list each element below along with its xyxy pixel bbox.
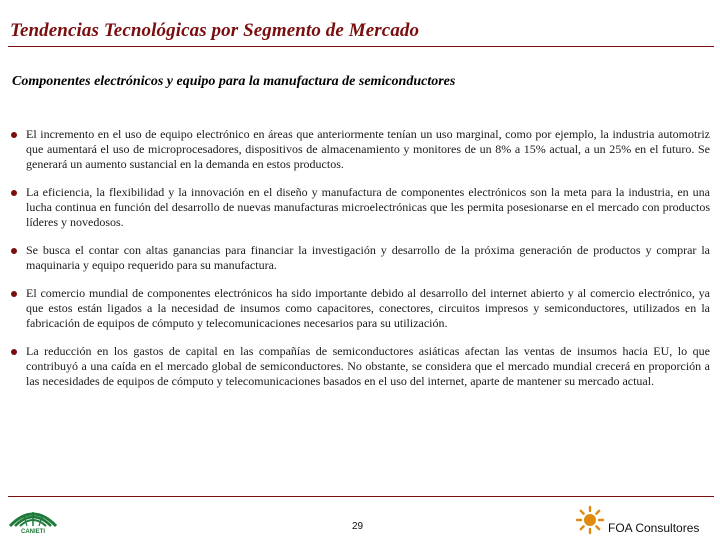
bullet-dot-icon (11, 291, 17, 297)
bullet-dot-icon (11, 248, 17, 254)
bullet-text: El incremento en el uso de equipo electrónico en áreas que anteriormente tenían un uso marginal, como por ejemplo, la industria automotriz que aumentará el uso de microprocesadores, dispositivos de almacenamiento y monitores de un 8% a 15% actual, a un 25% en el futuro. Se generará un aumento sustancial en la demanda en estos productos. (26, 127, 710, 171)
bullet-text: El comercio mundial de componentes electrónicos ha sido importante debido al desarrollo del internet abierto y al comercio electrónico, ya que estos están ligados a la necesidad de insumos como capacitores, conectores, circuitos impresos y semiconductores, utilizados en la fabricación de equipos de cómputo y telecomunicaciones necesarios para su utilización. (26, 286, 710, 330)
bullet-item (10, 344, 710, 389)
bullet-dot-icon (11, 132, 17, 138)
canieti-logo-icon (6, 504, 60, 534)
page-number: 29 (352, 521, 364, 532)
slide-subtitle: Componentes electrónicos y equipo para la manufactura de semiconductores (12, 74, 456, 89)
canieti-logo-text: CANIETI (21, 529, 45, 534)
company-name: FOA Consultores (608, 521, 700, 535)
bullet-text: La reducción en los gastos de capital en las compañías de semiconductores asiáticas afectan las ventas de insumos hacia EU, lo que contribuyó a una caída en el mercado global de semiconductores. No obstante, se considera que el mercado mundial crecerá en proporción a las necesidades de equipos de cómputo y telecomunicaciones basados en el uso del internet, aparte de mantener su mercado actual. (26, 344, 710, 388)
title-divider (8, 46, 714, 47)
bullet-item (10, 127, 710, 172)
bullet-text: La eficiencia, la flexibilidad y la innovación en el diseño y manufactura de componentes electrónicos son la meta para la industria, en una lucha continua en función del desarrollo de nuevas manufacturas microelectrónicas que les permita posesionarse en el mercado con productos líderes y novedosos. (26, 185, 710, 229)
bullet-dot-icon (11, 190, 17, 196)
bullet-dot-icon (11, 349, 17, 355)
slide-title: Tendencias Tecnológicas por Segmento de Mercado (10, 20, 420, 41)
bullet-item (10, 243, 710, 273)
bullet-item (10, 185, 710, 230)
footer-divider (8, 496, 714, 497)
bullet-list (10, 127, 710, 402)
bullet-text: Se busca el contar con altas ganancias para financiar la investigación y desarrollo de la próxima generación de productos y comprar la maquinaria y equipo requerido para su manufactura. (26, 243, 710, 272)
bullet-item (10, 286, 710, 331)
foa-sun-logo-icon (575, 505, 605, 535)
